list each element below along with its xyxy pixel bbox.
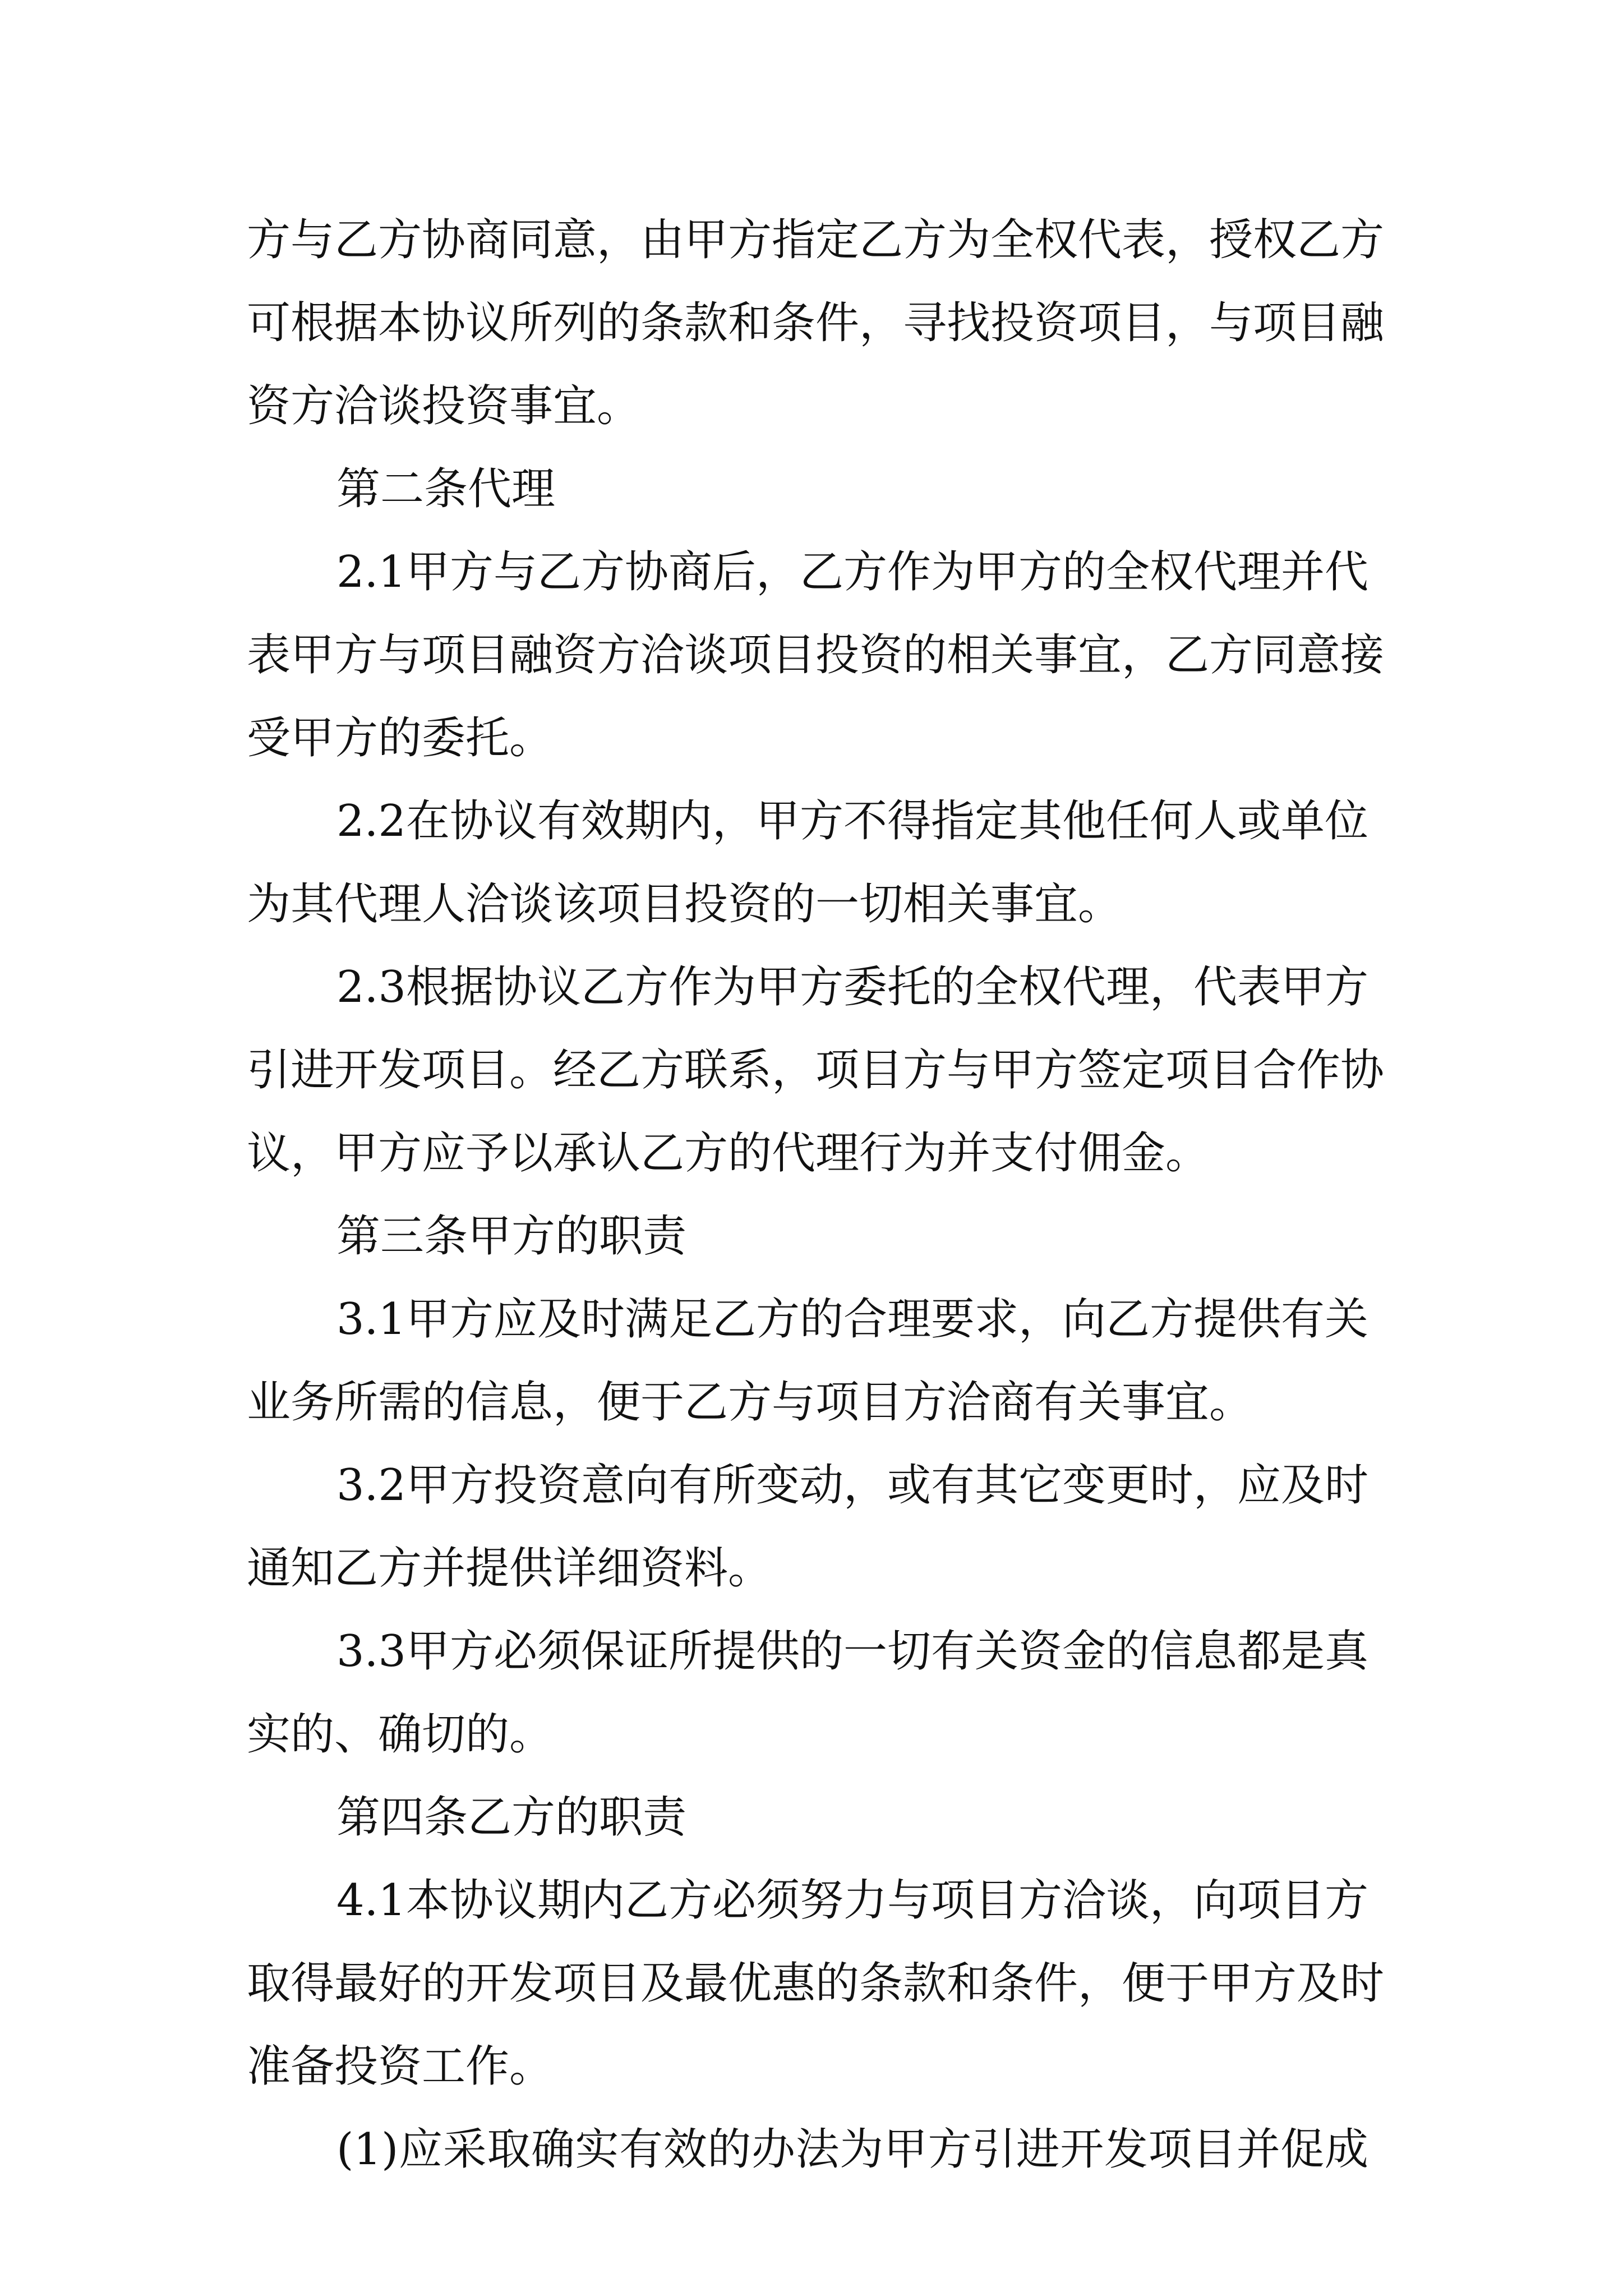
body-text-line: 议，甲方应予以承认乙方的代理行为并支付佣金。 (247, 1128, 1210, 1179)
body-text-line: 资方洽谈投资事宜。 (247, 381, 641, 431)
clause-first-line: 3.2甲方投资意向有所变动，或有其它变更时，应及时 (336, 1460, 1369, 1511)
list-item-first-line: (1)应采取确实有效的办法为甲方引进开发项目并促成 (336, 2124, 1368, 2175)
clause-first-line: 3.3甲方必须保证所提供的一切有关资金的信息都是真 (336, 1626, 1369, 1677)
clause-first-line: 3.1甲方应及时满足乙方的合理要求，向乙方提供有关 (336, 1294, 1369, 1345)
body-text-line: 通知乙方并提供详细资料。 (247, 1543, 772, 1594)
body-text-line: 可根据本协议所列的条款和条件，寻找投资项目，与项目融 (247, 298, 1385, 348)
clause-first-line: 2.1甲方与乙方协商后，乙方作为甲方的全权代理并代 (336, 547, 1369, 597)
clause-first-line: 2.3根据协议乙方作为甲方委托的全权代理，代表甲方 (336, 962, 1369, 1013)
clause-first-line: 4.1本协议期内乙方必须努力与项目方洽谈，向项目方 (336, 1875, 1369, 1926)
body-text-line: 实的、确切的。 (247, 1709, 554, 1760)
body-text-line: 业务所需的信息，便于乙方与项目方洽商有关事宜。 (247, 1377, 1253, 1428)
body-text-line: 准备投资工作。 (247, 2041, 554, 2092)
body-text-line: 受甲方的委托。 (247, 713, 554, 763)
body-text-line: 取得最好的开发项目及最优惠的条款和条件，便于甲方及时 (247, 1958, 1385, 2009)
body-text-line: 方与乙方协商同意，由甲方指定乙方为全权代表，授权乙方 (247, 215, 1385, 265)
body-text-line: 为其代理人洽谈该项目投资的一切相关事宜。 (247, 879, 1122, 930)
article-heading: 第三条甲方的职责 (336, 1211, 687, 1262)
body-text-line: 表甲方与项目融资方洽谈项目投资的相关事宜，乙方同意接 (247, 630, 1385, 680)
clause-first-line: 2.2在协议有效期内，甲方不得指定其他任何人或单位 (336, 796, 1369, 846)
article-heading: 第二条代理 (336, 464, 556, 514)
body-text-line: 引进开发项目。经乙方联系，项目方与甲方签定项目合作协 (247, 1045, 1385, 1096)
article-heading: 第四条乙方的职责 (336, 1792, 687, 1843)
